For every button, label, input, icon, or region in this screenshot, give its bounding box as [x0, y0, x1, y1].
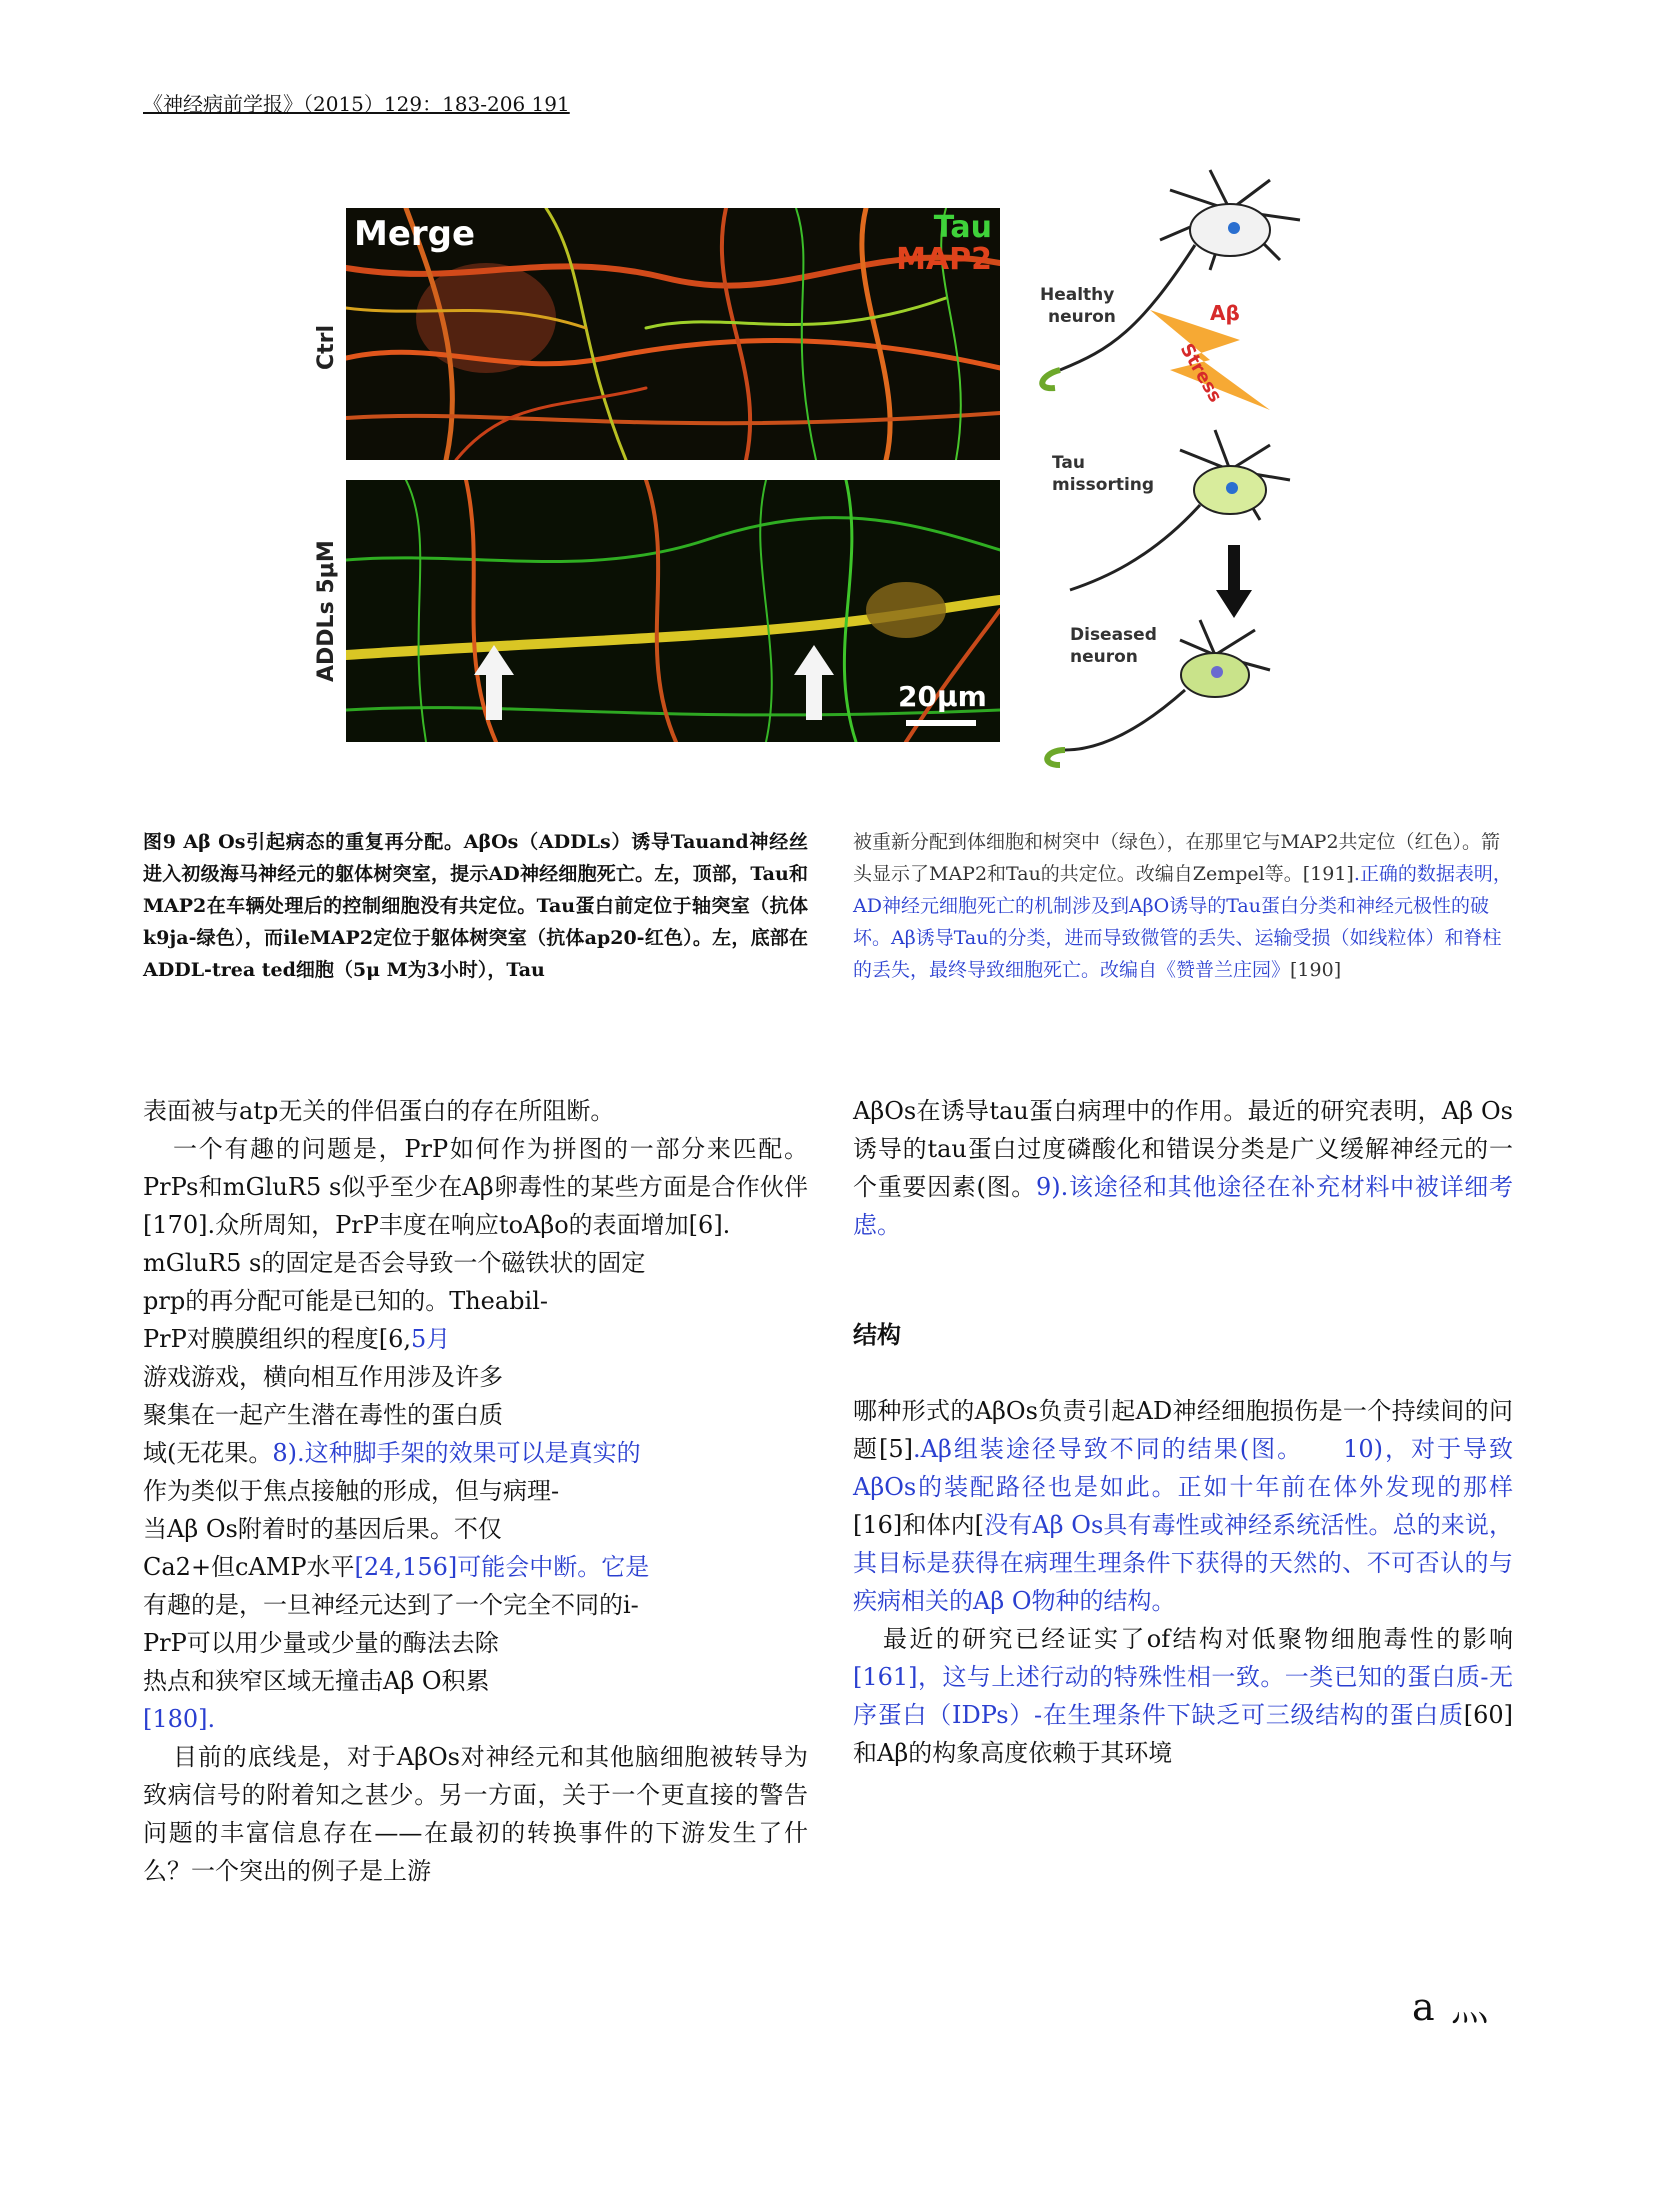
diseased-line2: neuron — [1070, 647, 1138, 667]
right-paragraph-1 — [853, 1092, 1513, 1244]
right-p3-text-a: 最近的研究已经证实了of结构对低聚物细胞毒性的影响 — [883, 1625, 1513, 1653]
dom-text: 域(无花果。 — [143, 1439, 273, 1467]
left-line-1: 表面被与atp无关的伴侣蛋白的存在所阻断。 — [143, 1097, 615, 1125]
footer-mark: a 灬 — [1412, 1985, 1491, 2029]
left-line-b0: 游戏游戏，横向相互作用涉及许多 — [143, 1363, 503, 1391]
right-p2-text-a: 哪种形式的AβOs负责引起AD神经细胞损伤是一个持续间的问题[5] — [853, 1397, 1513, 1463]
left-line-c0: 作为类似于焦点接触的形成，但与病理- — [143, 1477, 560, 1505]
right-p1-text: AβOs在诱导tau蛋白病理中的作用。最近的研究表明，Aβ Os诱导的tau蛋白过度磷酸化和错误分类是广义缓解神经元的一个重要因素(图。 — [853, 1097, 1513, 1201]
left-line-ref: [180]. — [143, 1705, 216, 1733]
dom-ref: 8).这种脚手架的效果可以是真实的 — [272, 1439, 641, 1467]
left-line-d1: PrP可以用少量或少量的酶法去除 — [143, 1629, 499, 1657]
micrograph-ctrl — [346, 208, 1000, 460]
ca-text: Ca2+但cAMP水平 — [143, 1553, 355, 1581]
right-paragraph-2 — [853, 1392, 1513, 1620]
diseased-neuron-drawing — [1047, 620, 1270, 765]
healthy-line2: neuron — [1048, 307, 1116, 327]
body-left-column — [143, 1092, 808, 1890]
missorting-neuron-drawing — [1052, 430, 1290, 590]
prp-text: PrP对膜膜组织的程度[6, — [143, 1325, 412, 1353]
abeta-label: Aβ — [1210, 301, 1240, 325]
left-line-dom — [143, 1434, 808, 1472]
caption-right-part1: 被重新分配到体细胞和树突中（绿色），在那里它与MAP2共定位（红色）。箭头显示了MAP2和Tau的共定位。改编自Zempel等。[191] — [853, 831, 1501, 885]
body-right-column — [853, 1092, 1513, 1772]
right-paragraph-3 — [853, 1620, 1513, 1772]
legend-tau: Tau — [933, 210, 992, 245]
left-line-a1: prp的再分配可能是已知的。Theabil- — [143, 1287, 548, 1315]
healthy-line1: Healthy — [1040, 285, 1115, 305]
prp-ref: 5月 — [411, 1325, 451, 1353]
missorting-line2: missorting — [1052, 475, 1155, 495]
condition-ctrl-label: Ctrl — [314, 324, 339, 370]
right-p2-link-a: .Aβ组装途径导致不同的结果(图。 10)，对于导致AβOs的装配路径也是如此。正如十年前在体外发现的那样 — [853, 1435, 1513, 1501]
missorting-line1: Tau — [1052, 453, 1085, 473]
left-line-d0: 有趣的是，一旦神经元达到了一个完全不同的i- — [143, 1591, 639, 1619]
left-line-d2: 热点和狭窄区域无撞击Aβ O积累 — [143, 1667, 490, 1695]
section-heading-structure: 结构 — [853, 1321, 901, 1349]
legend-map2: MAP2 — [896, 242, 992, 277]
tau-missorting-schematic — [1020, 150, 1340, 790]
right-p3-link: [161]，这与上述行动的特殊性相一致。一类已知的蛋白质-无序蛋白（IDPs）-在生理条件下缺乏可三级结构的蛋白质 — [853, 1663, 1513, 1729]
left-line-ca — [143, 1548, 808, 1586]
left-paragraph-2: 一个有趣的问题是，PrP如何作为拼图的一部分来匹配。PrPs和mGluR5 s似乎至少在Aβ卵毒性的某些方面是合作伙伴[170].众所周知，PrP丰度在响应toAβo的表面增加[6]. — [143, 1135, 808, 1239]
figure-9 — [300, 150, 1340, 790]
diseased-line1: Diseased — [1070, 625, 1157, 645]
right-p2-text-b: [16]和体内[ — [853, 1511, 985, 1539]
caption-right-part2: .正确的数据表明，AD神经元细胞死亡的机制涉及到AβO诱导的Tau蛋白分类和神经元极性的破坏。Aβ诱导Tau的分类，进而导致微管的丢失、运输受损（如线粒体）和脊柱的丢失，最终导致细胞死亡。改编自《赞普兰庄园》 — [853, 863, 1512, 981]
micrograph-addl — [346, 480, 1000, 742]
right-p3-text-b: [60]和Aβ的构象高度依赖于其环境 — [853, 1701, 1513, 1767]
left-line-a0: mGluR5 s的固定是否会导致一个磁铁状的固定 — [143, 1249, 646, 1277]
figure-caption-right — [853, 826, 1513, 986]
condition-addl-label: ADDLs 5μM — [314, 540, 339, 682]
scalebar-label: 20μm — [898, 680, 987, 713]
right-p1-link: 9).该途径和其他途径在补充材料中被详细考虑。 — [853, 1173, 1513, 1239]
left-line-prp — [143, 1320, 808, 1358]
healthy-neuron-drawing — [1040, 170, 1300, 388]
stress-label: Stress — [1175, 340, 1226, 407]
right-p2-link-b: 没有Aβ Os具有毒性或神经系统活性。总的来说，其目标是获得在病理生理条件下获得的天然的、不可否认的与疾病相关的Aβ O物种的结构。 — [853, 1511, 1513, 1615]
figure-caption-left: 图9 Aβ Os引起病态的重复再分配。AβOs（ADDLs）诱导Tauand神经丝进入初级海马神经元的躯体树突室，提示AD神经细胞死亡。左，顶部，Tau和MAP2在车辆处理后的控制细胞没有共定位。Tau蛋白前定位于轴突室（抗体k9ja-绿色），而ileMAP2定位于躯体树突室（抗体ap20-红色）。左，底部在ADDL-trea ted细胞（5μ M为3小时），Tau — [143, 831, 808, 981]
left-line-b1: 聚集在一起产生潜在毒性的蛋白质 — [143, 1401, 503, 1429]
running-header: 《神经病前学报》（2015）129：183-206 191 — [143, 92, 570, 116]
left-paragraph-3: 目前的底线是，对于AβOs对神经元和其他脑细胞被转导为致病信号的附着知之甚少。另一方面，关于一个更直接的警告问题的丰富信息存在——在最初的转换事件的下游发生了什么？一个突出的例子是上游 — [143, 1743, 808, 1885]
merge-label: Merge — [354, 214, 476, 254]
ca-ref: [24,156]可能会中断。它是 — [354, 1553, 650, 1581]
caption-right-ref: [190] — [1290, 959, 1342, 981]
down-arrow-icon — [1216, 545, 1252, 618]
left-line-c1: 当Aβ Os附着时的基因后果。不仅 — [143, 1515, 502, 1543]
